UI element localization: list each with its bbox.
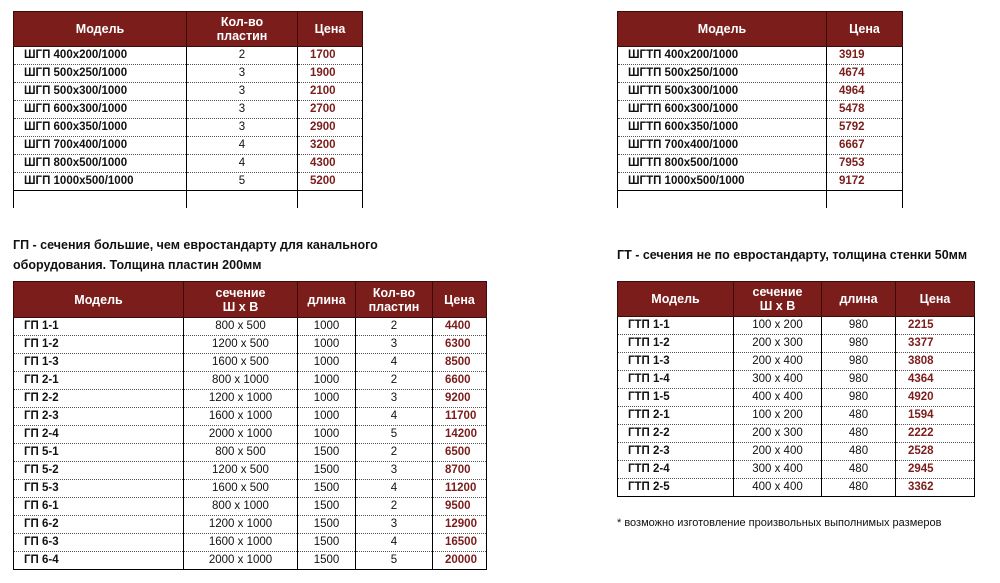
table-row (14, 173, 363, 191)
table-row (14, 444, 487, 462)
cell-plates: 2 (356, 498, 433, 516)
cell-model: ШГТП 700х400/1000 (618, 137, 827, 155)
cell-price: 2100 (298, 83, 363, 101)
cell-section: 1200 х 1000 (184, 390, 298, 408)
cell-plates: 3 (187, 101, 298, 119)
price-table-shgtp (617, 11, 903, 208)
table-row (14, 155, 363, 173)
cell-section: 300 х 400 (734, 461, 822, 479)
table-row (618, 479, 975, 497)
cell-price: 12900 (433, 516, 487, 534)
table-row (14, 498, 487, 516)
column-header-price: Цена (433, 282, 487, 318)
cell-model: ГП 2-1 (14, 372, 184, 390)
table-row (14, 119, 363, 137)
cell-section: 400 х 400 (734, 389, 822, 407)
table-row (14, 372, 487, 390)
table-row (14, 408, 487, 426)
table-row (618, 119, 903, 137)
table-body (14, 47, 363, 209)
cell-model: ГТП 2-2 (618, 425, 734, 443)
cell-model: ШГП 400х200/1000 (14, 47, 187, 65)
cell-model: ГТП 1-1 (618, 317, 734, 335)
cell-model: ГП 6-2 (14, 516, 184, 534)
cell-model: ГП 2-2 (14, 390, 184, 408)
cell-length: 1500 (298, 480, 356, 498)
table-row (14, 83, 363, 101)
table-row (14, 462, 487, 480)
table-row (14, 480, 487, 498)
cell-section: 200 х 400 (734, 353, 822, 371)
cell-price: 3919 (827, 47, 903, 65)
cell-price: 11200 (433, 480, 487, 498)
table-row (618, 407, 975, 425)
column-header-model: Модель (14, 12, 187, 47)
cell-model: ШГП 600х350/1000 (14, 119, 187, 137)
table-header-row (14, 282, 487, 318)
cell-length: 1000 (298, 318, 356, 336)
cell-price: 8700 (433, 462, 487, 480)
column-header-model: Модель (618, 282, 734, 317)
column-header-price: Цена (827, 12, 903, 47)
cell-price: 6667 (827, 137, 903, 155)
note-gt-description: ГТ - сечения не по евростандарту, толщина стенки 50мм (617, 248, 968, 262)
empty-cell (618, 191, 827, 209)
cell-model: ГТП 2-5 (618, 479, 734, 497)
cell-plates: 4 (187, 155, 298, 173)
cell-price: 4964 (827, 83, 903, 101)
cell-model: ШГП 500х250/1000 (14, 65, 187, 83)
cell-model: ГТП 1-4 (618, 371, 734, 389)
cell-price: 2900 (298, 119, 363, 137)
cell-section: 100 х 200 (734, 317, 822, 335)
cell-price: 2222 (896, 425, 975, 443)
cell-length: 1000 (298, 408, 356, 426)
column-header-length: длина (298, 282, 356, 318)
cell-model: ШГТП 600х300/1000 (618, 101, 827, 119)
table-body (618, 317, 975, 497)
cell-plates: 5 (356, 552, 433, 570)
cell-plates: 2 (356, 318, 433, 336)
table-row (14, 318, 487, 336)
cell-price: 7953 (827, 155, 903, 173)
cell-price: 1900 (298, 65, 363, 83)
cell-price: 4920 (896, 389, 975, 407)
cell-price: 3808 (896, 353, 975, 371)
cell-section: 2000 х 1000 (184, 552, 298, 570)
cell-model: ГП 1-1 (14, 318, 184, 336)
cell-model: ШГП 1000х500/1000 (14, 173, 187, 191)
cell-plates: 3 (356, 390, 433, 408)
table-row (618, 425, 975, 443)
table-row (618, 173, 903, 191)
table-row (618, 155, 903, 173)
cell-plates: 2 (356, 372, 433, 390)
cell-section: 1600 х 1000 (184, 408, 298, 426)
cell-length: 1000 (298, 390, 356, 408)
cell-model: ГП 6-1 (14, 498, 184, 516)
cell-plates: 4 (356, 408, 433, 426)
cell-model: ШГП 600х300/1000 (14, 101, 187, 119)
price-table-shgp (13, 11, 363, 208)
table-body (618, 47, 903, 209)
cell-section: 1600 х 500 (184, 480, 298, 498)
cell-length: 1500 (298, 516, 356, 534)
cell-price: 2700 (298, 101, 363, 119)
table-row (14, 534, 487, 552)
table-row (14, 426, 487, 444)
cell-price: 16500 (433, 534, 487, 552)
cell-price: 9200 (433, 390, 487, 408)
table-row (14, 101, 363, 119)
cell-model: ГП 6-4 (14, 552, 184, 570)
cell-length: 1500 (298, 462, 356, 480)
cell-model: ГТП 2-3 (618, 443, 734, 461)
cell-section: 800 х 1000 (184, 372, 298, 390)
column-header-section: сечение Ш х В (734, 282, 822, 317)
cell-model: ГП 1-2 (14, 336, 184, 354)
cell-model: ГП 2-4 (14, 426, 184, 444)
cell-section: 2000 х 1000 (184, 426, 298, 444)
cell-length: 480 (822, 407, 896, 425)
cell-plates: 2 (356, 444, 433, 462)
cell-length: 1000 (298, 354, 356, 372)
cell-model: ШГТП 500х300/1000 (618, 83, 827, 101)
cell-section: 200 х 300 (734, 335, 822, 353)
table-row (14, 47, 363, 65)
column-header-plates: Кол-во пластин (187, 12, 298, 47)
cell-price: 4400 (433, 318, 487, 336)
cell-section: 200 х 300 (734, 425, 822, 443)
cell-price: 6500 (433, 444, 487, 462)
cell-price: 2945 (896, 461, 975, 479)
column-header-price: Цена (896, 282, 975, 317)
cell-plates: 4 (356, 480, 433, 498)
cell-plates: 3 (356, 516, 433, 534)
cell-length: 1500 (298, 498, 356, 516)
table-row (618, 317, 975, 335)
table-row (618, 47, 903, 65)
cell-model: ГТП 1-2 (618, 335, 734, 353)
table-row (618, 65, 903, 83)
cell-plates: 3 (187, 83, 298, 101)
cell-price: 6600 (433, 372, 487, 390)
cell-price: 8500 (433, 354, 487, 372)
cell-price: 6300 (433, 336, 487, 354)
cell-model: ГП 2-3 (14, 408, 184, 426)
cell-length: 980 (822, 353, 896, 371)
cell-length: 1000 (298, 336, 356, 354)
cell-plates: 5 (187, 173, 298, 191)
price-table-gp (13, 281, 487, 570)
table-row (618, 83, 903, 101)
cell-model: ШГТП 500х250/1000 (618, 65, 827, 83)
cell-plates: 3 (187, 65, 298, 83)
cell-section: 1600 х 500 (184, 354, 298, 372)
cell-section: 1200 х 1000 (184, 516, 298, 534)
cell-section: 800 х 1000 (184, 498, 298, 516)
cell-model: ГТП 2-4 (618, 461, 734, 479)
cell-plates: 3 (356, 336, 433, 354)
cell-model: ШГП 800х500/1000 (14, 155, 187, 173)
cell-section: 200 х 400 (734, 443, 822, 461)
cell-length: 980 (822, 371, 896, 389)
table-row (14, 137, 363, 155)
table-row (618, 335, 975, 353)
cell-price: 11700 (433, 408, 487, 426)
cell-section: 400 х 400 (734, 479, 822, 497)
empty-cell (14, 191, 187, 209)
table-row (14, 65, 363, 83)
cell-price: 2215 (896, 317, 975, 335)
cell-price: 14200 (433, 426, 487, 444)
table-row (618, 353, 975, 371)
note-gp-description: ГП - сечения большие, чем евростандарту для канального оборудования. Толщина пластин 200мм (13, 238, 378, 272)
table-header-row (618, 12, 903, 47)
column-header-price: Цена (298, 12, 363, 47)
table-spacer-row (14, 191, 363, 209)
cell-price: 1594 (896, 407, 975, 425)
cell-price: 3377 (896, 335, 975, 353)
cell-section: 800 х 500 (184, 318, 298, 336)
cell-length: 480 (822, 425, 896, 443)
cell-plates: 4 (356, 534, 433, 552)
table-row (14, 552, 487, 570)
cell-plates: 4 (356, 354, 433, 372)
cell-length: 980 (822, 389, 896, 407)
cell-length: 980 (822, 317, 896, 335)
cell-length: 1000 (298, 426, 356, 444)
cell-price: 4364 (896, 371, 975, 389)
cell-section: 1200 х 500 (184, 462, 298, 480)
cell-plates: 5 (356, 426, 433, 444)
table-header-row (14, 12, 363, 47)
column-header-model: Модель (618, 12, 827, 47)
cell-plates: 4 (187, 137, 298, 155)
cell-model: ГП 5-3 (14, 480, 184, 498)
cell-price: 5200 (298, 173, 363, 191)
table-row (618, 371, 975, 389)
table-row (14, 516, 487, 534)
cell-price: 5478 (827, 101, 903, 119)
cell-model: ГП 6-3 (14, 534, 184, 552)
footnote: * возможно изготовление произвольных выполнимых размеров (617, 517, 942, 529)
cell-length: 1500 (298, 534, 356, 552)
cell-price: 20000 (433, 552, 487, 570)
cell-model: ГТП 1-5 (618, 389, 734, 407)
column-header-plates: Кол-во пластин (356, 282, 433, 318)
cell-plates: 3 (187, 119, 298, 137)
cell-plates: 2 (187, 47, 298, 65)
cell-model: ГП 1-3 (14, 354, 184, 372)
cell-length: 980 (822, 335, 896, 353)
column-header-section: сечение Ш х В (184, 282, 298, 318)
empty-cell (298, 191, 363, 209)
cell-price: 3362 (896, 479, 975, 497)
table-row (618, 389, 975, 407)
cell-length: 1500 (298, 552, 356, 570)
cell-length: 480 (822, 461, 896, 479)
table-row (618, 443, 975, 461)
empty-cell (187, 191, 298, 209)
cell-section: 800 х 500 (184, 444, 298, 462)
cell-price: 2528 (896, 443, 975, 461)
cell-price: 1700 (298, 47, 363, 65)
table-row (618, 101, 903, 119)
cell-model: ГП 5-2 (14, 462, 184, 480)
cell-price: 4674 (827, 65, 903, 83)
cell-section: 1200 х 500 (184, 336, 298, 354)
cell-section: 1600 х 1000 (184, 534, 298, 552)
table-body (14, 318, 487, 570)
cell-model: ГП 5-1 (14, 444, 184, 462)
cell-section: 100 х 200 (734, 407, 822, 425)
price-table-gtp (617, 281, 975, 497)
table-row (14, 354, 487, 372)
table-row (618, 137, 903, 155)
cell-length: 480 (822, 443, 896, 461)
cell-price: 9500 (433, 498, 487, 516)
cell-section: 300 х 400 (734, 371, 822, 389)
cell-length: 1500 (298, 444, 356, 462)
table-row (14, 390, 487, 408)
cell-length: 1000 (298, 372, 356, 390)
cell-model: ШГТП 400х200/1000 (618, 47, 827, 65)
empty-cell (827, 191, 903, 209)
table-row (618, 461, 975, 479)
cell-price: 9172 (827, 173, 903, 191)
column-header-model: Модель (14, 282, 184, 318)
cell-model: ШГТП 1000х500/1000 (618, 173, 827, 191)
cell-model: ШГП 500х300/1000 (14, 83, 187, 101)
cell-length: 480 (822, 479, 896, 497)
cell-price: 5792 (827, 119, 903, 137)
cell-price: 4300 (298, 155, 363, 173)
table-spacer-row (618, 191, 903, 209)
cell-model: ГТП 1-3 (618, 353, 734, 371)
table-header-row (618, 282, 975, 317)
cell-model: ШГП 700х400/1000 (14, 137, 187, 155)
cell-price: 3200 (298, 137, 363, 155)
cell-model: ШГТП 600х350/1000 (618, 119, 827, 137)
table-row (14, 336, 487, 354)
cell-model: ГТП 2-1 (618, 407, 734, 425)
column-header-length: длина (822, 282, 896, 317)
cell-model: ШГТП 800х500/1000 (618, 155, 827, 173)
cell-plates: 3 (356, 462, 433, 480)
